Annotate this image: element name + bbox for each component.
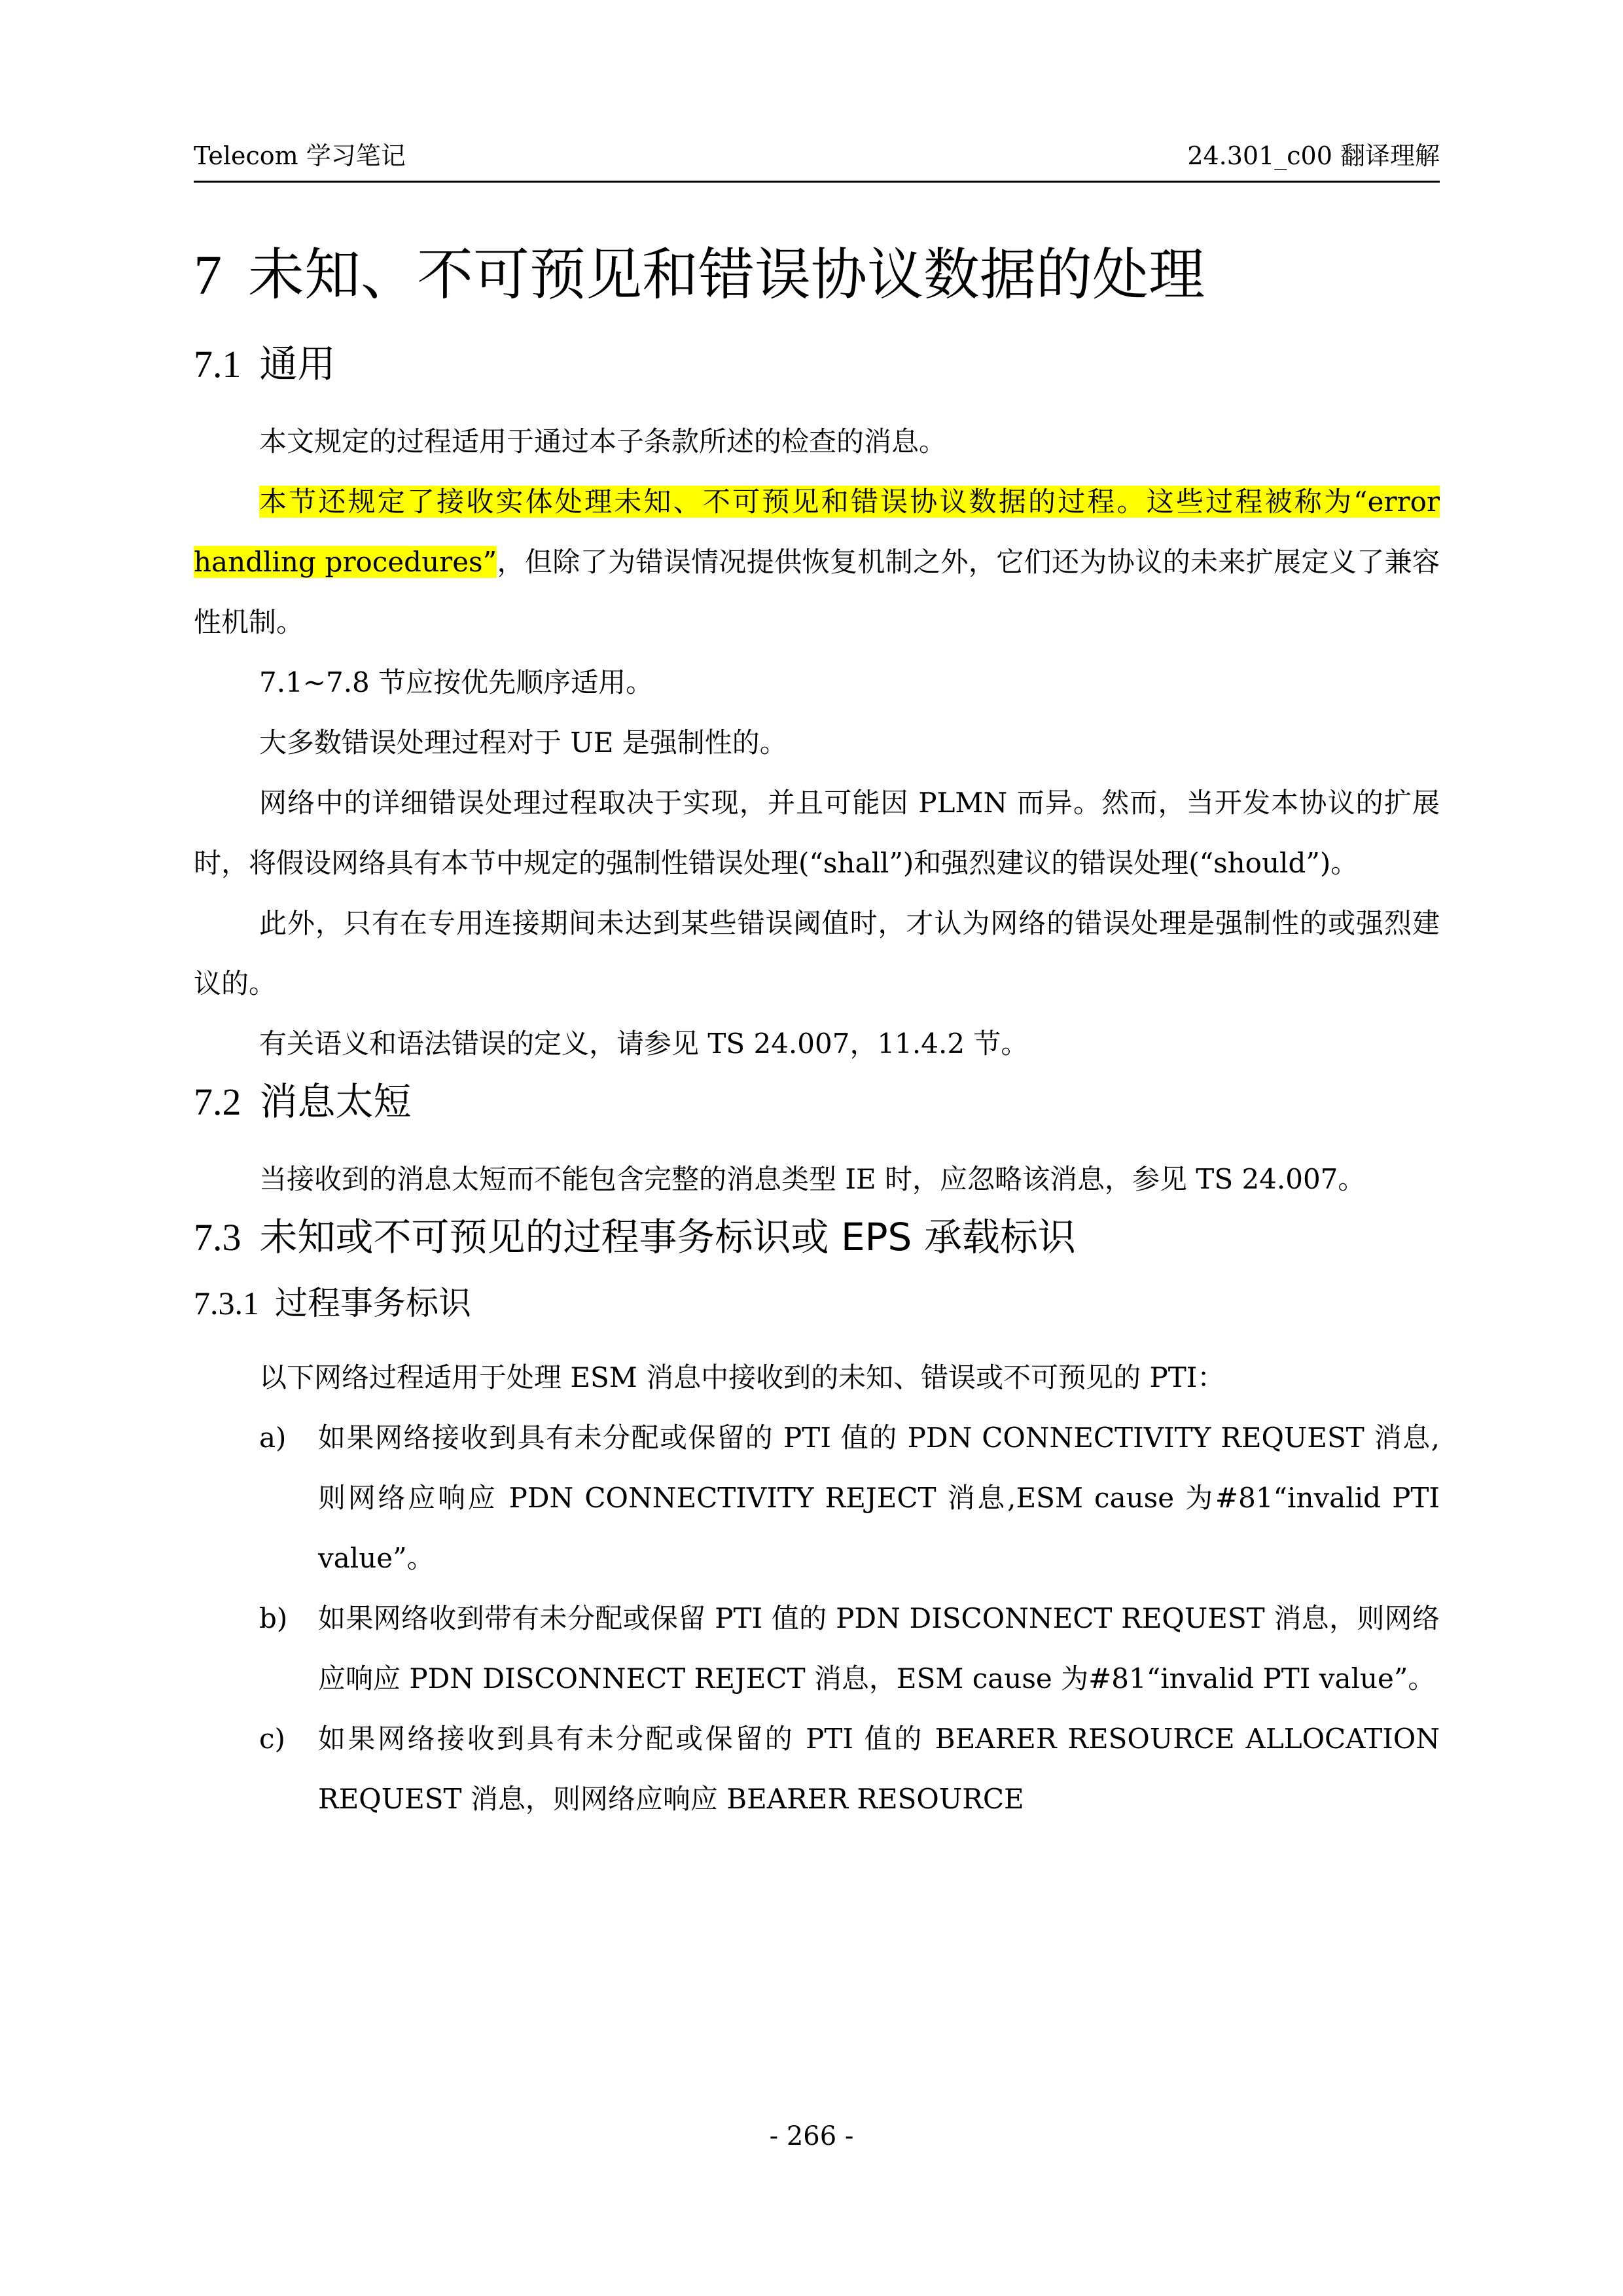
paragraph: 大多数错误处理过程对于 UE 是强制性的。 xyxy=(259,726,787,759)
page-number: - 266 - xyxy=(769,2121,854,2151)
chapter-number: 7 xyxy=(194,243,222,306)
paragraph: 此外，只有在专用连接期间未达到某些错误阈值时，才认为网络的错误处理是强制性的或强烈建议的。 xyxy=(194,907,1440,999)
section-title: 通用 xyxy=(259,342,336,386)
page-body xyxy=(194,236,1440,1829)
section-number: 7.2 xyxy=(194,1081,241,1123)
paragraph: 以下网络过程适用于处理 ESM 消息中接收到的未知、错误或不可预见的 PTI： xyxy=(259,1361,1225,1393)
running-header-left: Telecom 学习笔记 xyxy=(194,141,406,170)
list-item-text: 如果网络接收到具有未分配或保留的 PTI 值的 BEARER RESOURCE ALLOCATION REQUEST 消息，则网络应响应 BEARER RESOURCE xyxy=(318,1723,1440,1815)
section-number: 7.1 xyxy=(194,343,241,386)
paragraph: 7.1~7.8 节应按优先顺序适用。 xyxy=(259,666,654,698)
paragraph: 网络中的详细错误处理过程取决于实现，并且可能因 PLMN 而异。然而，当开发本协议的扩展时，将假设网络具有本节中规定的强制性错误处理(“shall”)和强烈建议的错误处理(“should”)。 xyxy=(194,787,1440,879)
header-divider xyxy=(194,181,1440,183)
section-title: 未知或不可预见的过程事务标识或 EPS 承载标识 xyxy=(259,1215,1076,1259)
section-title: 消息太短 xyxy=(259,1079,412,1124)
section-7-3-heading xyxy=(194,1210,1440,1265)
procedure-list xyxy=(194,1408,1440,1829)
section-title: 过程事务标识 xyxy=(275,1284,471,1322)
chapter-title: 未知、不可预见和错误协议数据的处理 xyxy=(248,242,1205,308)
list-item-text: 如果网络收到带有未分配或保留 PTI 值的 PDN DISCONNECT REQUEST 消息，则网络应响应 PDN DISCONNECT REJECT 消息，ESM cause 为#81“invalid PTI value”。 xyxy=(318,1602,1440,1695)
list-marker: a) xyxy=(259,1422,287,1454)
section-number: 7.3.1 xyxy=(194,1285,259,1321)
highlighted-text: 本节还规定了接收实体处理未知、不可预见和错误协议数据的过程。这些过程被称为“error handling procedures” xyxy=(194,486,1440,578)
list-item xyxy=(194,1709,1440,1829)
section-7-2-heading xyxy=(194,1074,1440,1130)
running-header-right: 24.301_c00 翻译理解 xyxy=(1187,141,1440,170)
section-7-1-heading xyxy=(194,336,1440,392)
paragraph: 有关语义和语法错误的定义，请参见 TS 24.007，11.4.2 节。 xyxy=(259,1028,1029,1060)
list-marker: c) xyxy=(259,1723,285,1755)
paragraph: 本文规定的过程适用于通过本子条款所述的检查的消息。 xyxy=(259,425,947,457)
paragraph-text: ，但除了为错误情况提供恢复机制之外，它们还为协议的未来扩展定义了兼容性机制。 xyxy=(194,546,1440,638)
list-item-text: 如果网络接收到具有未分配或保留的 PTI 值的 PDN CONNECTIVITY REQUEST 消息,则网络应响应 PDN CONNECTIVITY REJECT 消息,ESM cause 为#81“invalid PTI value”。 xyxy=(318,1422,1440,1574)
section-7-3-1-heading xyxy=(194,1278,1440,1328)
list-item xyxy=(194,1408,1440,1588)
paragraph: 当接收到的消息太短而不能包含完整的消息类型 IE 时，应忽略该消息，参见 TS 24.007。 xyxy=(259,1163,1366,1195)
paragraph-highlighted xyxy=(194,472,1440,653)
section-number: 7.3 xyxy=(194,1216,241,1259)
list-item xyxy=(194,1588,1440,1709)
chapter-heading xyxy=(194,236,1440,314)
list-marker: b) xyxy=(259,1602,288,1634)
